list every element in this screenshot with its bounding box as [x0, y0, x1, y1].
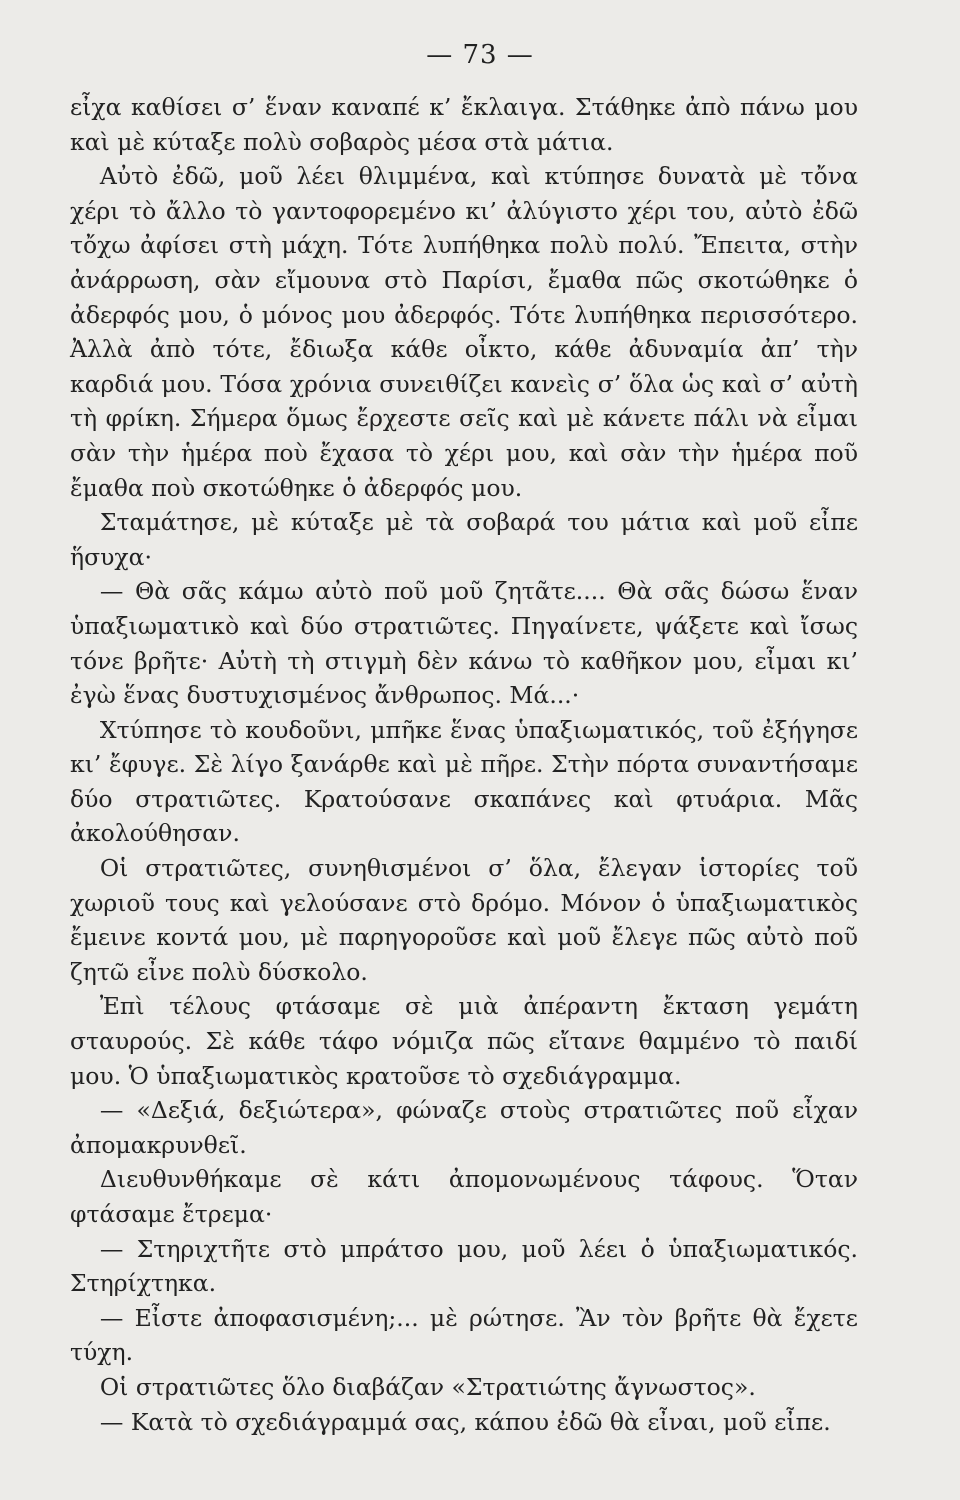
paragraph: Οἱ στρατιῶτες ὅλο διαβάζαν «Στρατιώτης ἄγνωστος». [99, 1372, 756, 1401]
paragraph: Αὐτὸ ἐδῶ, μοῦ λέει θλιμμένα, καὶ κτύπησε δυνατὰ μὲ τὄνα χέρι τὸ ἄλλο τὸ γαντοφορεμένο κι’ ἀλύγιστο χέρι του, αὐτὸ ἐδῶ τὄχω ἀφίσει στὴ μάχη. Τότε λυπήθηκα πολὺ πολύ. Ἔπειτα, στὴν ἀνάρρωση, σὰν εἴμουνα στὸ Παρίσι, ἔμαθα πῶς σκοτώθηκε ὁ ἀδερφός μου, ὁ μόνος μου ἀδερφός. Τότε λυπήθηκα περισσότερο. Ἀλλὰ ἀπὸ τότε, ἔδιωξα κάθε οἶκτο, κάθε ἀδυναμία ἀπ’ τὴν καρδιά μου. Τόσα χρόνια συνειθίζει κανεὶς σ’ ὅλα ὡς καὶ σ’ αὐτὴ τὴ φρίκη. Σήμερα ὅμως ἔρχεστε σεῖς καὶ μὲ κάνετε πάλι νὰ εἶμαι σὰν τὴν ἡμέρα ποὺ ἔχασα τὸ χέρι μου, καὶ σὰν τὴν ἡμέρα ποῦ ἔμαθα ποὺ σκοτώθηκε ὁ ἀδερφός μου. [70, 162, 858, 502]
paragraph: Διευθυνθήκαμε σὲ κάτι ἀπομονωμένους τάφους. Ὅταν φτάσαμε ἔτρεμα· [70, 1165, 858, 1228]
dialogue-paragraph: — Στηριχτῆτε στὸ μπράτσο μου, μοῦ λέει ὁ ὑπαξιωματικός. Στηρίχτηκα. [70, 1234, 858, 1298]
body-text [70, 90, 858, 1439]
paragraph: Ἐπὶ τέλους φτάσαμε σὲ μιὰ ἀπέραντη ἔκταση γεμάτη σταυρούς. Σὲ κάθε τάφο νόμιζα πῶς εἴτανε θαμμένο τὸ παιδί μου. Ὁ ὑπαξιωματικὸς κρατοῦσε τὸ σχεδιάγραμμα. [70, 992, 858, 1090]
dialogue-paragraph: — «Δεξιά, δεξιώτερα», φώναζε στοὺς στρατιῶτες ποῦ εἶχαν ἀπομακρυνθεῖ. [70, 1096, 858, 1159]
paragraph: εἶχα καθίσει σ’ ἕναν καναπέ κ’ ἔκλαιγα. Στάθηκε ἀπὸ πάνω μου καὶ μὲ κύταξε πολὺ σοβαρὸς μέσα στὰ μάτια. [70, 93, 858, 156]
page-number: — 73 — [426, 40, 534, 70]
dialogue-paragraph: — Κατὰ τὸ σχεδιάγραμμά σας, κάπου ἐδῶ θὰ εἶναι, μοῦ εἶπε. [99, 1407, 831, 1436]
paragraph: Οἱ στρατιῶτες, συνηθισμένοι σ’ ὅλα, ἔλεγαν ἱστορίες τοῦ χωριοῦ τους καὶ γελούσανε στὸ δρόμο. Μόνον ὁ ὑπαξιωματικὸς ἔμεινε κοντά μου, μὲ παρηγοροῦσε καὶ μοῦ ἔλεγε πῶς αὐτὸ ποῦ ζητῶ εἶνε πολὺ δύσκολο. [70, 854, 858, 986]
dialogue-paragraph: — Εἶστε ἀποφασισμένη;... μὲ ρώτησε. Ἂν τὸν βρῆτε θὰ ἔχετε τύχη. [70, 1303, 858, 1367]
paragraph: Χτύπησε τὸ κουδοῦνι, μπῆκε ἕνας ὑπαξιωματικός, τοῦ ἐξήγησε κι’ ἔφυγε. Σὲ λίγο ξανάρθε καὶ μὲ πῆρε. Στὴν πόρτα συναντήσαμε δύο στρατιῶτες. Κρατούσανε σκαπάνες καὶ φτυάρια. Μᾶς ἀκολούθησαν. [70, 715, 858, 848]
paragraph: Σταμάτησε, μὲ κύταξε μὲ τὰ σοβαρά του μάτια καὶ μοῦ εἶπε ἥσυχα· [70, 508, 858, 571]
dialogue-paragraph: — Θὰ σᾶς κάμω αὐτὸ ποῦ μοῦ ζητᾶτε.... Θὰ σᾶς δώσω ἕναν ὑπαξιωματικὸ καὶ δύο στρατιῶτες. Πηγαίνετε, ψάξετε καὶ ἴσως τόνε βρῆτε· Αὐτὴ τὴ στιγμὴ δὲν κάνω τὸ καθῆκον μου, εἶμαι κι’ ἐγὼ ἕνας δυστυχισμένος ἄνθρωπος. Μά...· [70, 577, 858, 710]
